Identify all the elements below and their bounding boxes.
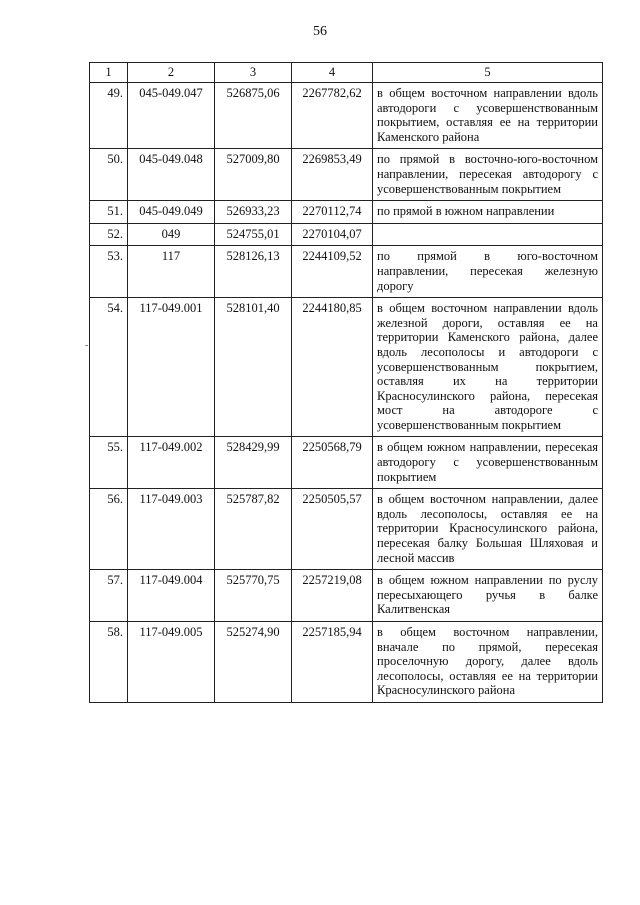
description-cell: по прямой в восточно-юго-восточном направлении, пересекая автодорогу с усовершенствованным покрытием (373, 149, 603, 201)
row-number-cell: 56. (90, 489, 128, 570)
coordinate-y-cell: 2270112,74 (292, 201, 373, 224)
description-cell (373, 223, 603, 246)
point-code-cell: 117 (128, 246, 215, 298)
header-cell-1: 1 (90, 63, 128, 83)
coordinate-x-cell: 528429,99 (215, 437, 292, 489)
table-body (90, 83, 603, 703)
coordinate-x-cell: 527009,80 (215, 149, 292, 201)
coordinate-y-cell: 2244180,85 (292, 298, 373, 437)
header-cell-5: 5 (373, 63, 603, 83)
table-row (90, 298, 603, 437)
table-row (90, 489, 603, 570)
point-code-cell: 117-049.005 (128, 622, 215, 703)
description-cell: в общем восточном направлении вдоль железной дороги, оставляя ее на территории Каменского района, далее вдоль лесополосы и автодороги с усовершенствованным покрытием, оставляя их на территории Красносулинского района, пересекая мост на автодороге с усовершенствованным покрытием (373, 298, 603, 437)
description-cell: по прямой в юго-восточном направлении, пересекая железную дорогу (373, 246, 603, 298)
coordinate-x-cell: 525770,75 (215, 570, 292, 622)
row-number-cell: 55. (90, 437, 128, 489)
table-row (90, 570, 603, 622)
table-row (90, 83, 603, 149)
point-code-cell: 117-049.001 (128, 298, 215, 437)
row-number-cell: 49. (90, 83, 128, 149)
coordinate-y-cell: 2257219,08 (292, 570, 373, 622)
coordinate-x-cell: 525274,90 (215, 622, 292, 703)
point-code-cell: 045-049.048 (128, 149, 215, 201)
coordinate-x-cell: 525787,82 (215, 489, 292, 570)
coordinate-y-cell: 2244109,52 (292, 246, 373, 298)
description-cell: по прямой в южном направлении (373, 201, 603, 224)
description-cell: в общем восточном направлении, вначале по прямой, пересекая проселочную дорогу, далее вдоль лесополосы, оставляя ее на территории Красносулинского района (373, 622, 603, 703)
coordinate-y-cell: 2269853,49 (292, 149, 373, 201)
coordinate-x-cell: 526875,06 (215, 83, 292, 149)
description-cell: в общем восточном направлении вдоль автодороги с усовершенствованным покрытием, оставляя ее на территории Каменского района (373, 83, 603, 149)
coordinates-table (89, 62, 603, 703)
header-cell-2: 2 (128, 63, 215, 83)
header-cell-4: 4 (292, 63, 373, 83)
row-number-cell: 50. (90, 149, 128, 201)
header-cell-3: 3 (215, 63, 292, 83)
point-code-cell: 045-049.047 (128, 83, 215, 149)
description-cell: в общем южном направлении по руслу пересыхающего ручья в балке Калитвенская (373, 570, 603, 622)
table-row (90, 622, 603, 703)
coordinate-y-cell: 2250568,79 (292, 437, 373, 489)
coordinate-x-cell: 528101,40 (215, 298, 292, 437)
description-cell: в общем южном направлении, пересекая автодорогу с усовершенствованным покрытием (373, 437, 603, 489)
table-row (90, 149, 603, 201)
row-number-cell: 57. (90, 570, 128, 622)
table-row (90, 437, 603, 489)
description-cell: в общем восточном направлении, далее вдоль лесополосы, оставляя ее на территории Красносулинского района, пересекая балку Большая Шляховая и лесной массив (373, 489, 603, 570)
point-code-cell: 117-049.003 (128, 489, 215, 570)
point-code-cell: 045-049.049 (128, 201, 215, 224)
coordinate-x-cell: 528126,13 (215, 246, 292, 298)
coordinate-y-cell: 2250505,57 (292, 489, 373, 570)
row-number-cell: 58. (90, 622, 128, 703)
row-number-cell: 51. (90, 201, 128, 224)
header-row (90, 63, 603, 83)
table-row (90, 201, 603, 224)
table-row (90, 246, 603, 298)
point-code-cell: 049 (128, 223, 215, 246)
page-number: 56 (313, 24, 327, 39)
coordinate-y-cell: 2267782,62 (292, 83, 373, 149)
coordinate-y-cell: 2257185,94 (292, 622, 373, 703)
coordinate-x-cell: 526933,23 (215, 201, 292, 224)
row-number-cell: 53. (90, 246, 128, 298)
point-code-cell: 117-049.004 (128, 570, 215, 622)
row-number-cell: 54. (90, 298, 128, 437)
row-number-cell: 52. (90, 223, 128, 246)
margin-mark: - (85, 340, 89, 351)
coordinate-x-cell: 524755,01 (215, 223, 292, 246)
coordinate-y-cell: 2270104,07 (292, 223, 373, 246)
table-row (90, 223, 603, 246)
point-code-cell: 117-049.002 (128, 437, 215, 489)
